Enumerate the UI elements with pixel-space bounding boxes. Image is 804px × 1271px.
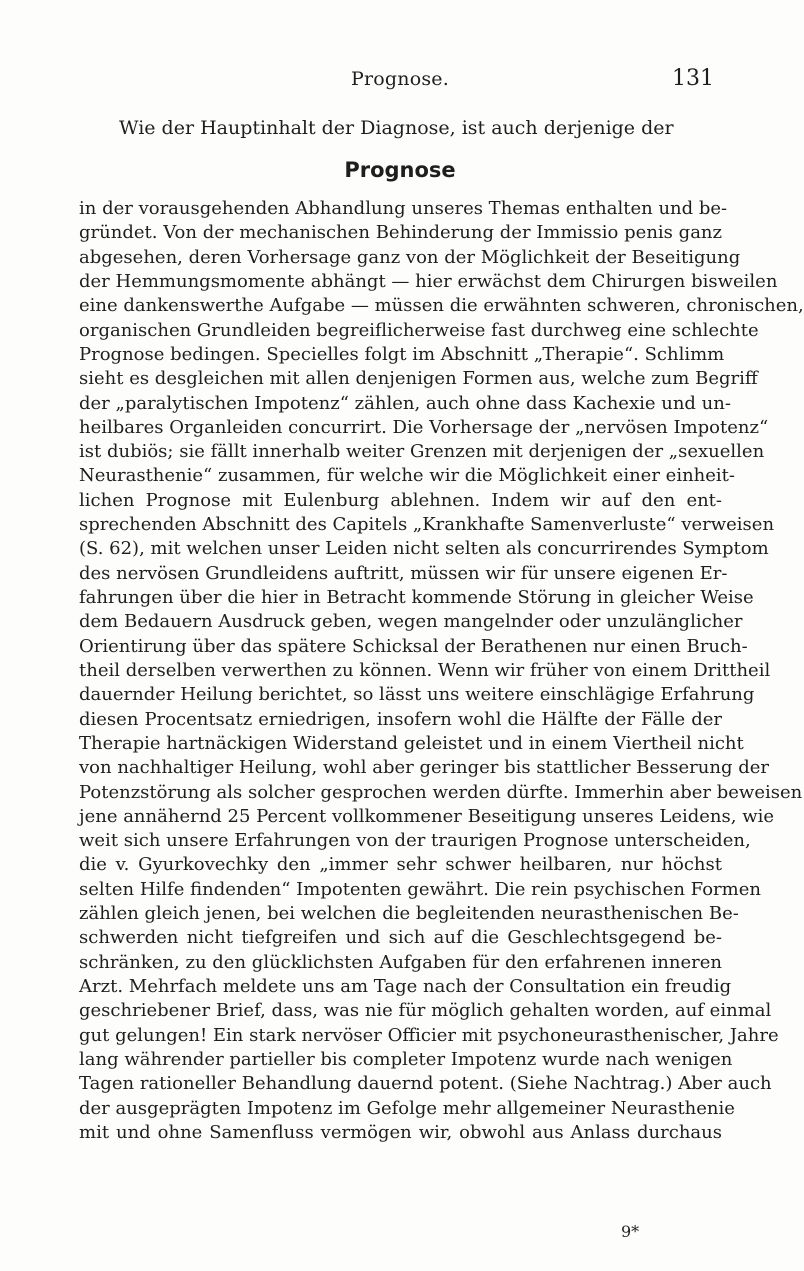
intro-line: Wie der Hauptinhalt der Diagnose, ist auch derjenige der [119, 117, 674, 139]
text-line: theil derselben verwerthen zu können. Wenn wir früher von einem Drittheil [79, 659, 771, 681]
text-line: die v. Gyurkovechky den „immer sehr schwer heilbaren, nur höchst [79, 854, 722, 876]
text-line: gut gelungen! Ein stark nervöser Officier mit psychoneurasthenischer, Jahre [79, 1024, 779, 1046]
text-line: dauernder Heilung berichtet, so lässt uns weitere einschlägige Erfahrung [79, 684, 755, 706]
text-line: Arzt. Mehrfach meldete uns am Tage nach der Consultation ein freudig [79, 976, 732, 997]
text-line: lichen Prognose mit Eulenburg ablehnen. Indem wir auf den ent- [79, 489, 722, 511]
text-line: weit sich unsere Erfahrungen von der traurigen Prognose unterscheiden, [79, 830, 751, 852]
text-line: gründet. Von der mechanischen Behinderung der Immissio penis ganz [79, 222, 722, 244]
text-line: mit und ohne Samenfluss vermögen wir, obwohl aus Anlass durchaus [79, 1121, 722, 1143]
text-line: Prognose bedingen. Specielles folgt im Abschnitt „Therapie“. Schlimm [79, 343, 725, 365]
text-line: der „paralytischen Impotenz“ zählen, auch ohne dass Kachexie und un- [79, 392, 731, 414]
signature-mark: 9* [621, 1222, 640, 1241]
text-line: sprechenden Abschnitt des Capitels „Krankhafte Samenverluste“ verweisen [79, 514, 775, 536]
text-line: (S. 62), mit welchen unser Leiden nicht selten als concurrirendes Symptom [79, 538, 769, 560]
text-line: fahrungen über die hier in Betracht kommende Störung in gleicher Weise [79, 587, 754, 608]
text-line: Orientirung über das spätere Schicksal der Berathenen nur einen Bruch- [79, 635, 748, 657]
text-line: selten Hilfe findenden“ Impotenten gewährt. Die rein psychischen Formen [79, 878, 761, 900]
text-line: ist dubiös; sie fällt innerhalb weiter Grenzen mit derjenigen der „sexuellen [79, 441, 765, 463]
text-line: in der vorausgehenden Abhandlung unseres Themas enthalten und be- [79, 198, 728, 219]
text-line: schränken, zu den glücklichsten Aufgaben für den erfahrenen inneren [79, 951, 722, 973]
text-line: dem Bedauern Ausdruck geben, wegen mangelnder oder unzulänglicher [79, 611, 743, 633]
body-text [79, 197, 804, 1145]
text-line: organischen Grundleiden begreiflicherweise fast durchweg eine schlechte [79, 319, 759, 341]
text-line: des nervösen Grundleidens auftritt, müssen wir für unsere eigenen Er- [79, 562, 728, 584]
text-line: Neurasthenie“ zusammen, für welche wir die Möglichkeit einer einheit- [79, 465, 735, 487]
text-line: der ausgeprägten Impotenz im Gefolge mehr allgemeiner Neurasthenie [79, 1097, 735, 1119]
text-line: eine dankenswerthe Aufgabe — müssen die erwähnten schweren, chronischen, [79, 295, 804, 317]
text-line: Tagen rationeller Behandlung dauernd potent. (Siehe Nachtrag.) Aber auch [79, 1073, 772, 1095]
text-line: heilbares Organleiden concurrirt. Die Vorhersage der „nervösen Impotenz“ [79, 416, 769, 438]
text-line: zählen gleich jenen, bei welchen die begleitenden neurasthenischen Be- [79, 903, 739, 925]
text-line: sieht es desgleichen mit allen denjenigen Formen aus, welche zum Begriff [79, 368, 758, 390]
text-line: geschriebener Brief, dass, was nie für möglich gehalten worden, auf einmal [79, 1000, 772, 1022]
running-title: Prognose. [351, 68, 449, 90]
text-line: abgesehen, deren Vorhersage ganz von der Möglichkeit der Beseitigung [79, 246, 741, 268]
text-line: lang währender partieller bis completer Impotenz wurde nach wenigen [79, 1048, 733, 1070]
text-line: diesen Procentsatz erniedrigen, insofern wohl die Hälfte der Fälle der [79, 708, 722, 730]
text-line: der Hemmungsmomente abhängt — hier erwächst dem Chirurgen bisweilen [79, 270, 778, 292]
text-line: Therapie hartnäckigen Widerstand geleistet und in einem Viertheil nicht [79, 732, 744, 754]
text-line: Potenzstörung als solcher gesprochen werden dürfte. Immerhin aber beweisen [79, 781, 803, 803]
section-heading: Prognose [344, 158, 456, 182]
text-line: von nachhaltiger Heilung, wohl aber geringer bis stattlicher Besserung der [79, 757, 769, 779]
text-line: schwerden nicht tiefgreifen und sich auf die Geschlechtsgegend be- [79, 927, 722, 949]
page-number: 131 [672, 66, 714, 91]
running-head [0, 64, 800, 94]
text-line: jene annähernd 25 Percent vollkommener Beseitigung unseres Leidens, wie [79, 805, 775, 827]
